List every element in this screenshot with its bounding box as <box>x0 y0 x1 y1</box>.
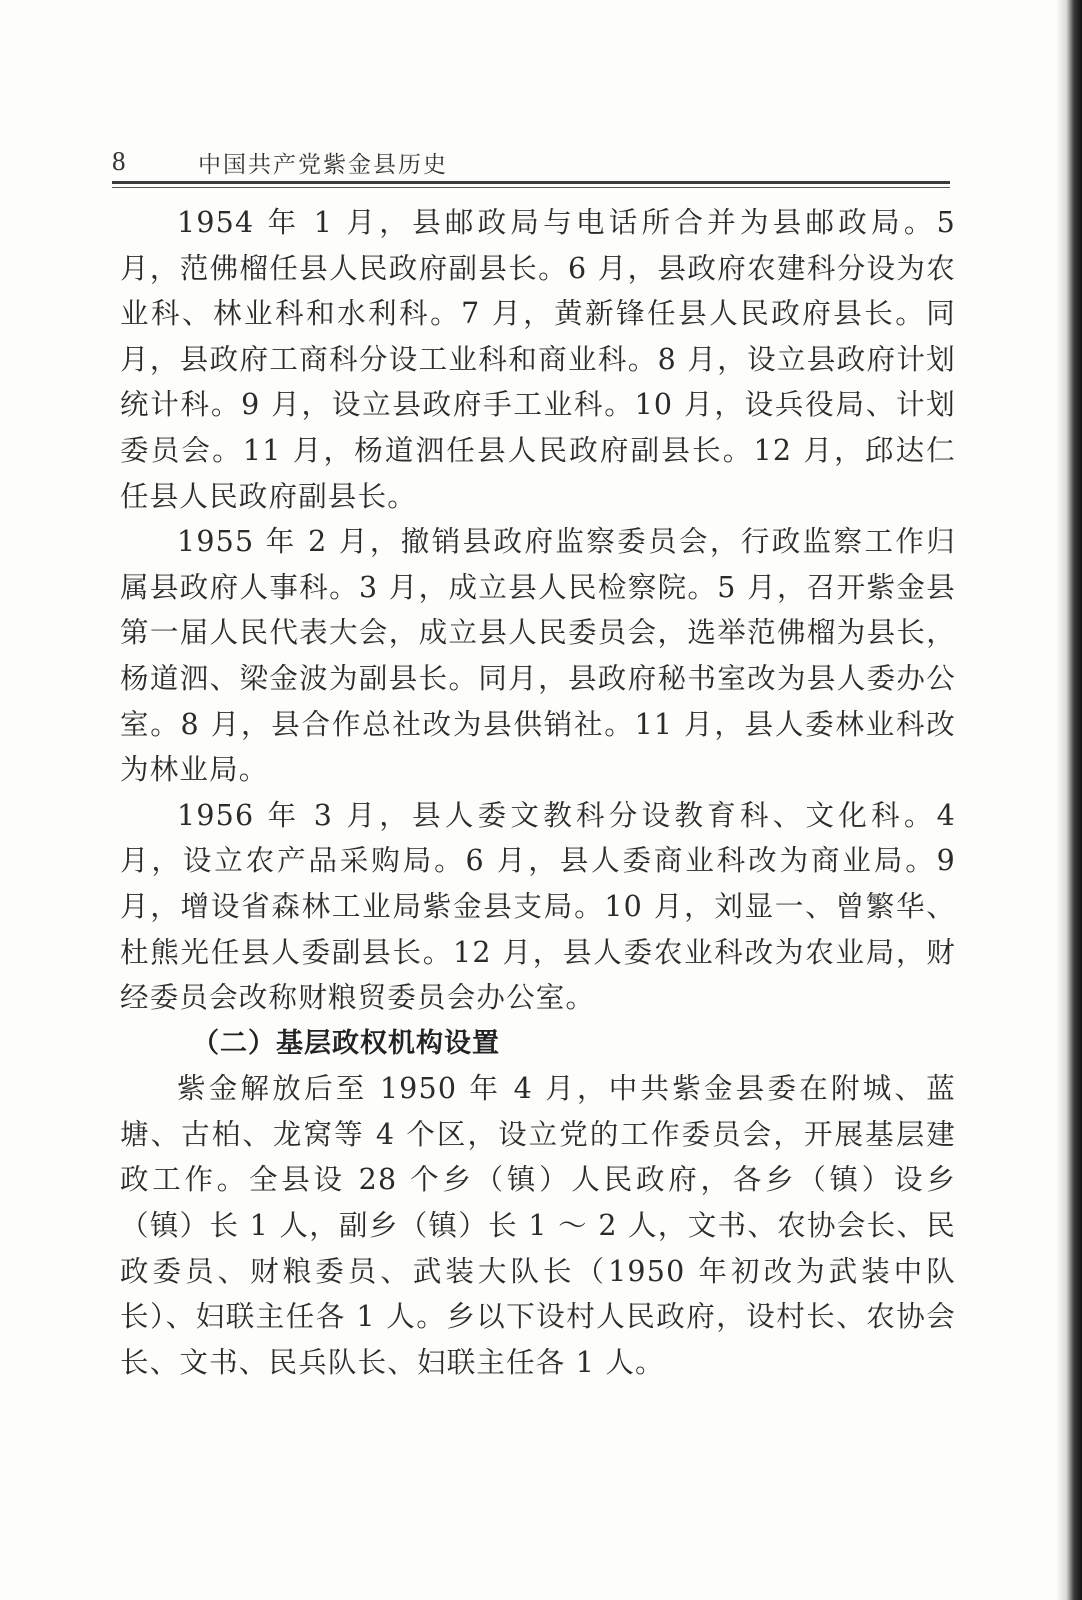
paragraph-1955: 1955 年 2 月，撤销县政府监察委员会，行政监察工作归属县政府人事科。3 月，成立县人民检察院。5 月，召开紫金县第一届人民代表大会，成立县人民委员会，选举范佛榴为县长，杨道泗、梁金波为副县长。同月，县政府秘书室改为县人委办公室。8 月，县合作总社改为县供销社。11 月，县人委林业科改为林业局。 <box>120 525 956 787</box>
scan-edge-shadow <box>1056 0 1082 1600</box>
running-title: 中国共产党紫金县历史 <box>198 152 448 178</box>
body-text <box>120 200 956 1385</box>
paragraph-1956: 1956 年 3 月，县人委文教科分设教育科、文化科。4 月，设立农产品采购局。6 月，县人委商业科改为商业局。9 月，增设省森林工业局紫金县支局。10 月，刘显一、曾繁华、杜熊光任县人委副县长。12 月，县人委农业科改为农业局，财经委员会改称财粮贸委员会办公室。 <box>120 798 956 1015</box>
header-rule-thin <box>112 187 950 188</box>
paragraph-grassroots: 紫金解放后至 1950 年 4 月，中共紫金县委在附城、蓝塘、古柏、龙窝等 4 个区，设立党的工作委员会，开展基层建政工作。全县设 28 个乡（镇）人民政府，各乡（镇）设乡（镇）长 1 人，副乡（镇）长 1 ～ 2 人，文书、农协会长、民政委员、财粮委员、武装大队长（1950 年初改为武装中队长）、妇联主任各 1 人。乡以下设村人民政府，设村长、农协会长、文书、民兵队长、妇联主任各 1 人。 <box>120 1072 956 1379</box>
page-number: 8 <box>112 146 127 176</box>
page-header <box>112 142 952 178</box>
paragraph-1954: 1954 年 1 月，县邮政局与电话所合并为县邮政局。5 月，范佛榴任县人民政府副县长。6 月，县政府农建科分设为农业科、林业科和水利科。7 月，黄新锋任县人民政府县长。同月，县政府工商科分设工业科和商业科。8 月，设立县政府计划统计科。9 月，设立县政府手工业科。10 月，设兵役局、计划委员会。11 月，杨道泗任县人民政府副县长。12 月，邱达仁任县人民政府副县长。 <box>120 206 956 513</box>
header-rule-thick <box>112 181 950 184</box>
section-heading: （二）基层政权机构设置 <box>192 1027 500 1059</box>
